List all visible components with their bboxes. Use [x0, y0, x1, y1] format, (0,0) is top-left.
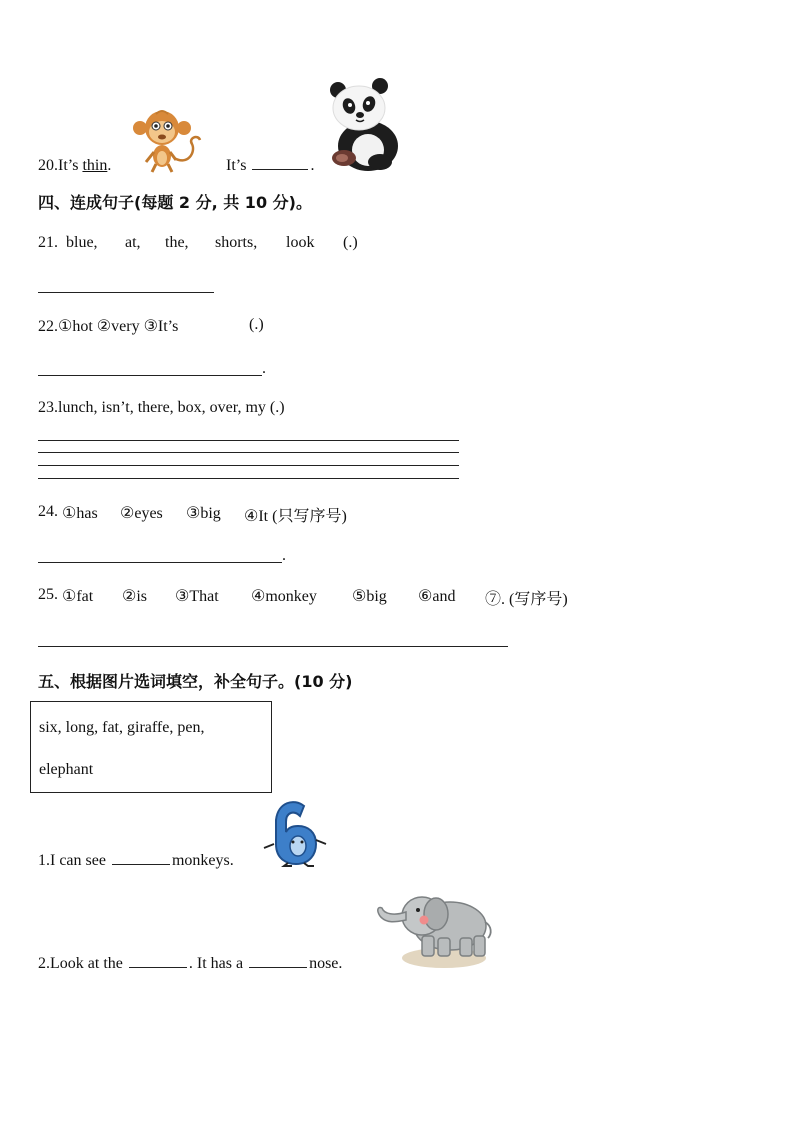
- q22-answer-line[interactable]: [38, 375, 262, 376]
- q21-prompt: 21.: [38, 234, 58, 251]
- q20-sentence-2: It’s .: [226, 157, 315, 174]
- q22-punct: (.): [249, 316, 264, 333]
- q21-word: blue,: [66, 234, 98, 251]
- practice-sentence-1: 1.I can see monkeys.: [38, 852, 234, 869]
- word-bank-line-1: six, long, fat, giraffe, pen,: [39, 719, 205, 736]
- q20-underlined-word: thin: [82, 157, 108, 174]
- q24-answer-line[interactable]: [38, 562, 282, 563]
- q23-answer-line[interactable]: [38, 465, 459, 466]
- q21-word: look: [286, 234, 315, 251]
- monkey-icon: [130, 108, 206, 174]
- q24-word: ①has: [62, 505, 98, 522]
- p2-answer-blank-2[interactable]: [249, 966, 307, 968]
- p1-answer-blank[interactable]: [112, 863, 170, 865]
- q23-answer-line[interactable]: [38, 452, 459, 453]
- q20-sentence-1: 20.It’s thin.: [38, 157, 112, 174]
- q25-word: ④monkey: [251, 588, 317, 605]
- q24-end-period: .: [282, 547, 286, 564]
- q23-prompt: 23.lunch, isn’t, there, box, over, my (.): [38, 399, 285, 416]
- q25-word: ①fat: [62, 588, 94, 605]
- q21-word: shorts,: [215, 234, 258, 251]
- section-5-title: 五、根据图片选词填空，补全句子。(10 分): [38, 672, 353, 691]
- section-4-title: 四、连成句子(每题 2 分, 共 10 分)。: [38, 193, 312, 212]
- q24-word: ②eyes: [120, 505, 163, 522]
- q23-answer-line[interactable]: [38, 440, 459, 441]
- q21-answer-line[interactable]: [38, 292, 214, 293]
- q22-prompt: 22.①hot ②very ③It’s: [38, 318, 179, 335]
- q25-word: ⑤big: [352, 588, 387, 605]
- q25-word: ⑦. (写序号): [485, 591, 568, 608]
- q25-word: ②is: [122, 588, 148, 605]
- q25-word: ⑥and: [418, 588, 456, 605]
- elephant-icon: [372, 882, 498, 972]
- q21-word: the,: [165, 234, 189, 251]
- q24-word: ③big: [186, 505, 221, 522]
- word-bank-line-2: elephant: [39, 761, 94, 778]
- q22-end-period: .: [262, 360, 266, 377]
- word-bank-box: [30, 701, 272, 793]
- q25-answer-line[interactable]: [38, 646, 508, 647]
- q21-word: at,: [125, 234, 141, 251]
- practice-sentence-2: 2.Look at the . It has a nose.: [38, 955, 343, 972]
- p2-answer-blank-1[interactable]: [129, 966, 187, 968]
- q24-word: ④It (只写序号): [244, 508, 347, 525]
- panda-icon: [324, 78, 404, 172]
- q25-num: 25.: [38, 586, 58, 603]
- q24-num: 24.: [38, 503, 58, 520]
- q20-answer-blank[interactable]: [252, 168, 308, 170]
- q21-word: (.): [343, 234, 358, 251]
- q25-word: ③That: [175, 588, 219, 605]
- number-six-icon: [260, 796, 330, 868]
- q23-answer-line[interactable]: [38, 478, 459, 479]
